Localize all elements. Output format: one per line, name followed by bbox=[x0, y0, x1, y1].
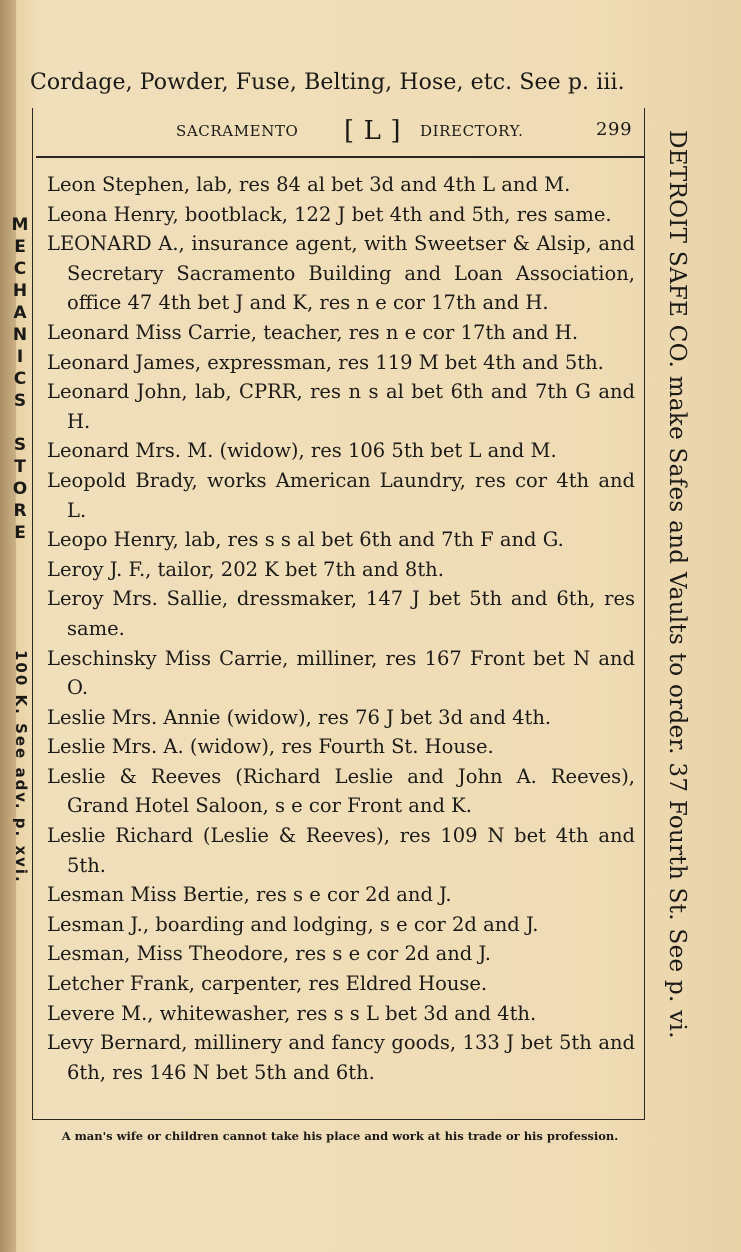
directory-entry: Levy Bernard, millinery and fancy goods, 133 J bet 5th and 6th, res 146 N bet 5th and 6th. bbox=[47, 1031, 635, 1084]
directory-entry: Leslie & Reeves (Richard Leslie and John A. Reeves), Grand Hotel Saloon, s e cor Front and K. bbox=[47, 764, 635, 818]
page-number: 299 bbox=[596, 119, 633, 140]
directory-entry: Lesman, Miss Theodore, res s e cor 2d and J. bbox=[47, 942, 491, 966]
page-binding-edge bbox=[0, 0, 16, 1252]
directory-entry: Leschinsky Miss Carrie, milliner, res 167 Front bet N and O. bbox=[47, 646, 635, 700]
directory-entry: Leslie Mrs. A. (widow), res Fourth St. House. bbox=[47, 735, 494, 759]
directory-entry: Leslie Richard (Leslie & Reeves), res 109 N bet 4th and 5th. bbox=[47, 824, 635, 877]
directory-entry: Leonard John, lab, CPRR, res n s al bet 6th and 7th G and H. bbox=[47, 380, 635, 433]
directory-entry: Lesman Miss Bertie, res s e cor 2d and J. bbox=[47, 883, 452, 907]
footer-motto: A man's wife or children cannot take his place and work at his trade or his profession. bbox=[61, 1129, 619, 1143]
directory-entry: Leon Stephen, lab, res 84 al bet 3d and 4th L and M. bbox=[47, 173, 571, 196]
left-margin-advertisement: MECHANICS STORE bbox=[10, 215, 30, 545]
directory-entry: Leslie Mrs. Annie (widow), res 76 J bet 3d and 4th. bbox=[47, 705, 552, 729]
header-city: SACRAMENTO bbox=[176, 122, 299, 140]
right-margin-advertisement: DETROIT SAFE CO. make Safes and Vaults to order. 37 Fourth St. See p. vi. bbox=[664, 130, 690, 1039]
header-directory: DIRECTORY. bbox=[420, 122, 524, 140]
directory-entry: Leonard Mrs. M. (widow), res 106 5th bet L and M. bbox=[47, 439, 557, 463]
directory-entry: LEONARD A., insurance agent, with Sweetser & Alsip, and Secretary Sacramento Building and Loan Association, office 47 4th bet J and K, res n e cor 17th and H. bbox=[47, 232, 635, 315]
directory-entries bbox=[47, 170, 635, 1087]
directory-entry: Leonard James, expressman, res 119 M bet 4th and 5th. bbox=[47, 350, 604, 374]
directory-entry: Leona Henry, bootblack, 122 J bet 4th and 5th, res same. bbox=[47, 202, 612, 226]
left-margin-advertisement-address: 100 K. See adv. p. xvi. bbox=[12, 650, 30, 884]
directory-entry: Leopold Brady, works American Laundry, res cor 4th and L. bbox=[47, 468, 635, 522]
directory-entry: Leonard Miss Carrie, teacher, res n e cor 17th and H. bbox=[47, 320, 579, 344]
directory-entry: Letcher Frank, carpenter, res Eldred House. bbox=[47, 972, 488, 996]
directory-entry: Levere M., whitewasher, res s s L bet 3d and 4th. bbox=[47, 1001, 537, 1025]
directory-entry: Lesman J., boarding and lodging, s e cor 2d and J. bbox=[47, 912, 539, 936]
header-rule bbox=[36, 156, 644, 158]
header-letter: [ L ] bbox=[344, 116, 402, 146]
running-header bbox=[36, 118, 642, 148]
directory-entry: Leroy J. F., tailor, 202 K bet 7th and 8th. bbox=[47, 557, 444, 581]
top-advertisement-banner: Cordage, Powder, Fuse, Belting, Hose, etc. See p. iii. bbox=[30, 70, 625, 95]
directory-entry: Leroy Mrs. Sallie, dressmaker, 147 J bet 5th and 6th, res same. bbox=[47, 587, 635, 640]
directory-entry: Leopo Henry, lab, res s s al bet 6th and 7th F and G. bbox=[47, 528, 564, 552]
